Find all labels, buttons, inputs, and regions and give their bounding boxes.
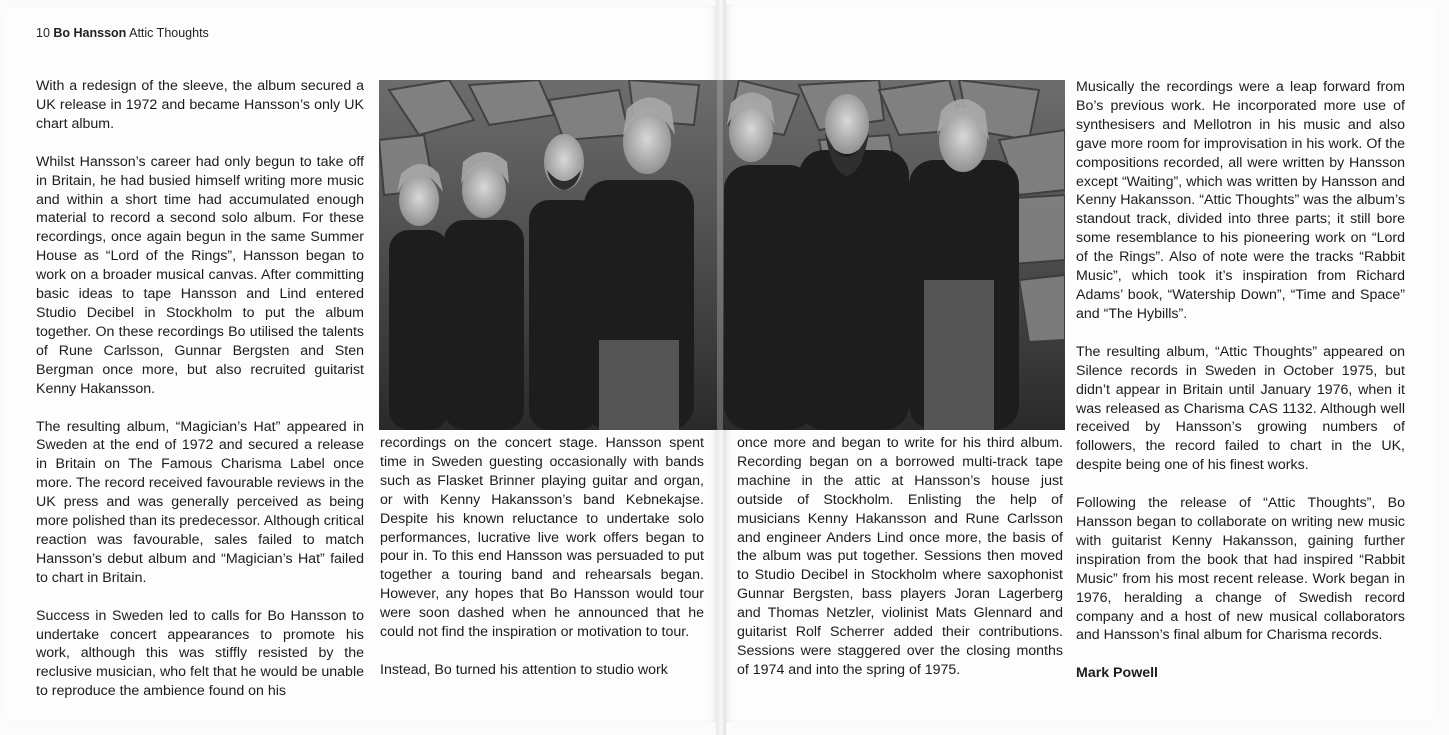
paragraph: recordings on the concert stage. Hansson spent time in Sweden guesting occasionally with bands such as Flasket Brinner playing guitar and organ, or with Kenny Hakansson’s band Kebnekajse. Despite his known reluctance to undertake solo performances, lucrative live work offers began to pour in. To this end Hansson was persuaded to put together a touring band and rehearsals began. However, any hopes that Bo Hansson would tour were soon dashed when he announced that he could not find the inspiration or motivation to tour. (380, 435, 704, 641)
band-photo (379, 80, 1065, 430)
paragraph: Musically the recordings were a leap forward from Bo’s previous work. He incorporated more use of synthesisers and Mellotron in his music and also gave more room for improvisation in his work. Of the compositions recorded, all were written by Hansson except “Waiting”, which was written by Hansson and Kenny Hakansson. “Attic Thoughts” was the album’s standout track, divided into three parts; it still bore some resemblance to his pioneering work on “Lord of the Rings”. Also of note were the tracks “Rabbit Music”, which took it’s inspiration from Richard Adams’ book, “Watership Down”, “Time and Space” and “The Hybills”. (1076, 79, 1405, 322)
paragraph: With a redesign of the sleeve, the album secured a UK release in 1972 and became Hansson’s only UK chart album. (36, 78, 364, 132)
album-title: Attic Thoughts (129, 26, 209, 40)
paragraph: Whilst Hansson’s career had only begun to take off in Britain, he had busied himself writing more music and within a short time had accumulated enough material to record a second solo album. For these recordings, once again begun in the same Summer House as “Lord of the Rings”, Hansson began to work on a broader musical canvas. After committing basic ideas to tape Hansson and Lind entered Studio Decibel in Stockholm to put the album together. On these recordings Bo utilised the talents of Rune Carlsson, Gunnar Bergsten and Sten Bergman once more, but also recruited guitarist Kenny Hakansson. (36, 153, 364, 397)
paragraph: The resulting album, “Attic Thoughts” appeared on Silence records in Sweden in October 1975, but didn’t appear in Britain until January 1976, when it was released as Charisma CAS 1132. Although well received by Hansson’s growing numbers of followers, the record failed to chart in the UK, despite being one of his finest works. (1076, 343, 1405, 474)
page-number: 10 (36, 26, 50, 40)
paragraph: Instead, Bo turned his attention to studio work (380, 661, 668, 678)
paragraph: once more and began to write for his third album. Recording began on a borrowed multi-track tape machine in the attic at Hansson’s house just outside of Stockholm. Enlisting the help of musicians Kenny Hakansson and Rune Carlsson and engineer Anders Lind once more, the basis of the album was put together. Sessions then moved to Studio Decibel in Stockholm where saxophonist Gunnar Bergsten, bass players Joran Lagerberg and Thomas Netzler, violinist Mats Glennard and guitarist Rolf Scherrer added their contributions. Sessions were staggered over the closing months of 1974 and into the spring of 1975. (737, 435, 1063, 678)
running-head (36, 26, 209, 40)
text-column-1 (36, 77, 364, 701)
text-column-4 (1076, 78, 1405, 683)
band-photo-icon (379, 80, 1065, 430)
paragraph: Following the release of “Attic Thoughts”, Bo Hansson began to collaborate on writing new music with guitarist Kenny Hakansson, gaining further inspiration from the book that had inspired “Rabbit Music” from his most recent release. Work began in 1976, heralding a change of Swedish record company and a host of new musical collaborators and Hansson’s final album for Charisma records. (1076, 495, 1405, 644)
paragraph: Success in Sweden led to calls for Bo Hansson to undertake concert appearances to promote his work, although this was stiffly resisted by the reclusive musician, who felt that he would be unable to reproduce the ambience found on his (36, 607, 364, 700)
text-column-3 (737, 434, 1063, 680)
paragraph: The resulting album, “Magician’s Hat” appeared in Sweden at the end of 1972 and secured a release in Britain on The Famous Charisma Label once more. The record received favourable reviews in the UK press and was generally perceived as being more polished than its predecessor. Although critical reaction was favourable, sales failed to match Hansson’s debut album and “Magician’s Hat” failed to chart in Britain. (36, 418, 364, 586)
author-signature: Mark Powell (1076, 665, 1159, 682)
artist-name: Bo Hansson (53, 26, 127, 40)
text-column-2 (380, 434, 704, 680)
